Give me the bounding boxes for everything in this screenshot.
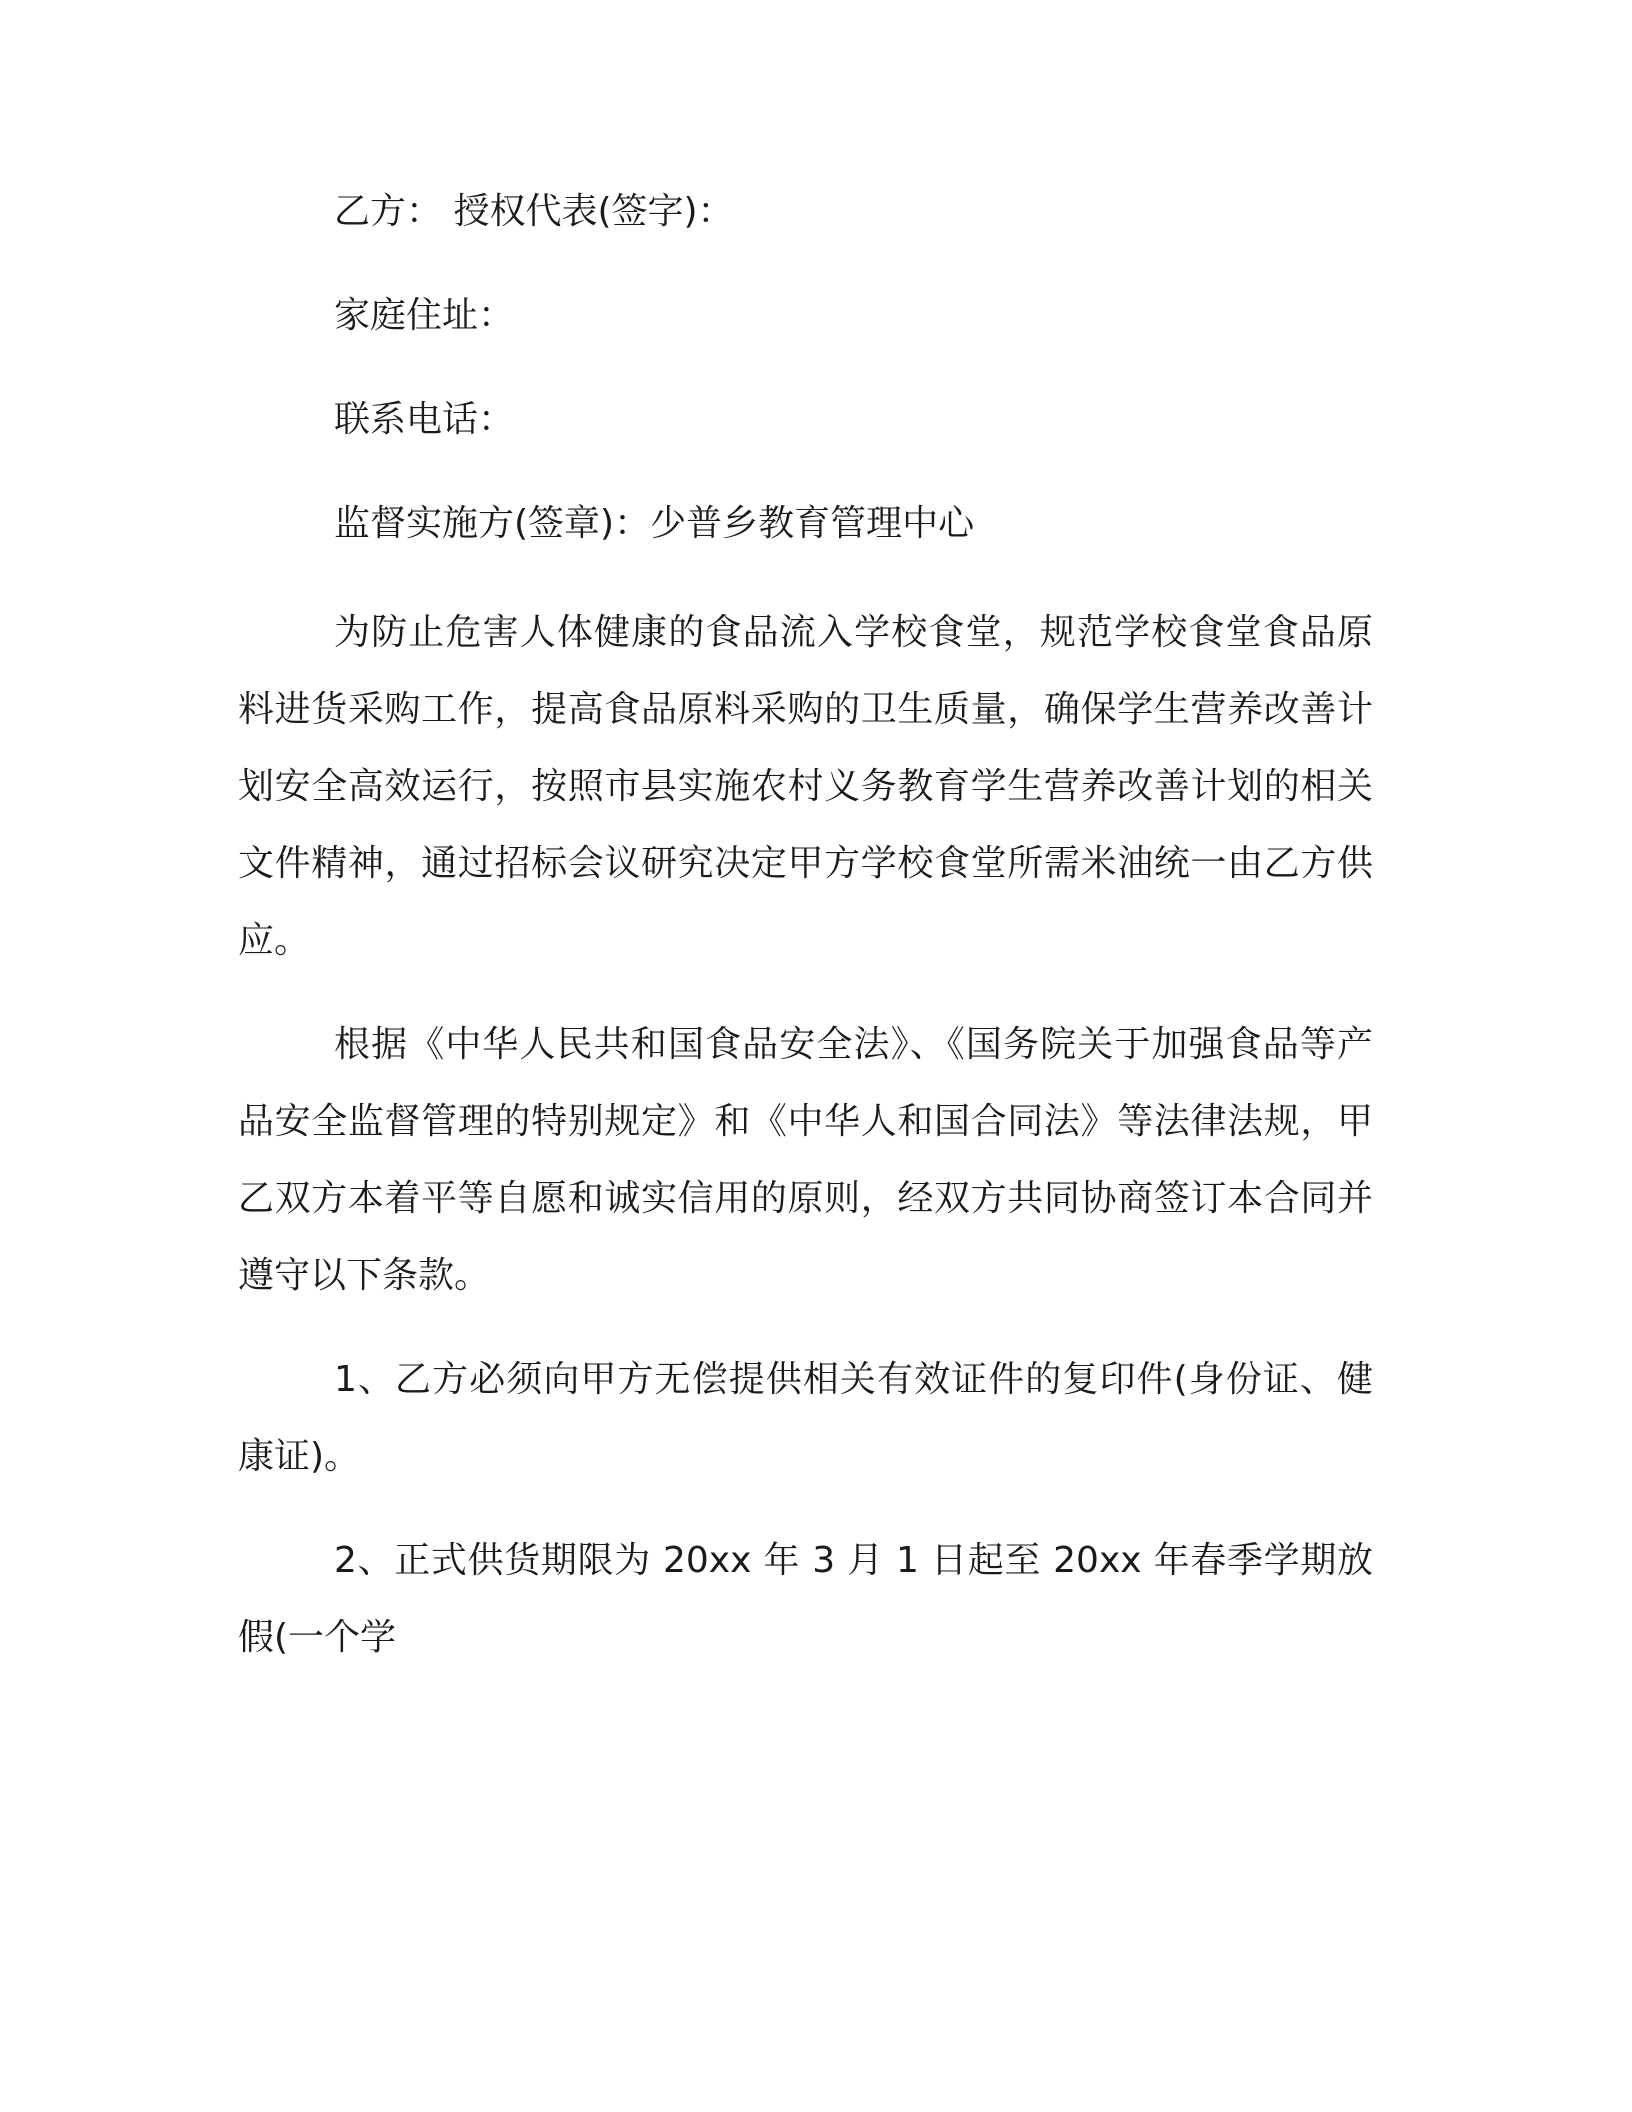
phone-field: 联系电话：	[334, 399, 515, 440]
purpose-paragraph: 为防止危害人体健康的食品流入学校食堂，规范学校食堂食品原料进货采购工作，提高食品原料采购的卫生质量，确保学生营养改善计划安全高效运行，按照市县实施农村义务教育学生营养改善计划的相关文件精神，通过招标会议研究决定甲方学校食堂所需米油统一由乙方供应。	[238, 612, 1373, 961]
supervisor-field: 监督实施方(签章)：少普乡教育管理中心	[334, 503, 975, 544]
home-address-field: 家庭住址：	[334, 295, 515, 336]
legal-basis-paragraph: 根据《中华人民共和国食品安全法》、《国务院关于加强食品等产品安全监督管理的特别规定》和《中华人和国合同法》等法律法规，甲乙双方本着平等自愿和诚实信用的原则，经双方共同协商签订本合同并遵守以下条款。	[238, 1024, 1373, 1296]
document-body	[238, 190, 1373, 1703]
clause-1-paragraph: 1、乙方必须向甲方无偿提供相关有效证件的复印件(身份证、健康证)。	[238, 1359, 1373, 1477]
party-b-signature-field: 乙方： 授权代表(签字)：	[334, 191, 734, 232]
clause-2-paragraph: 2、正式供货期限为 20xx 年 3 月 1 日起至 20xx 年春季学期放假(一个学	[238, 1540, 1373, 1658]
